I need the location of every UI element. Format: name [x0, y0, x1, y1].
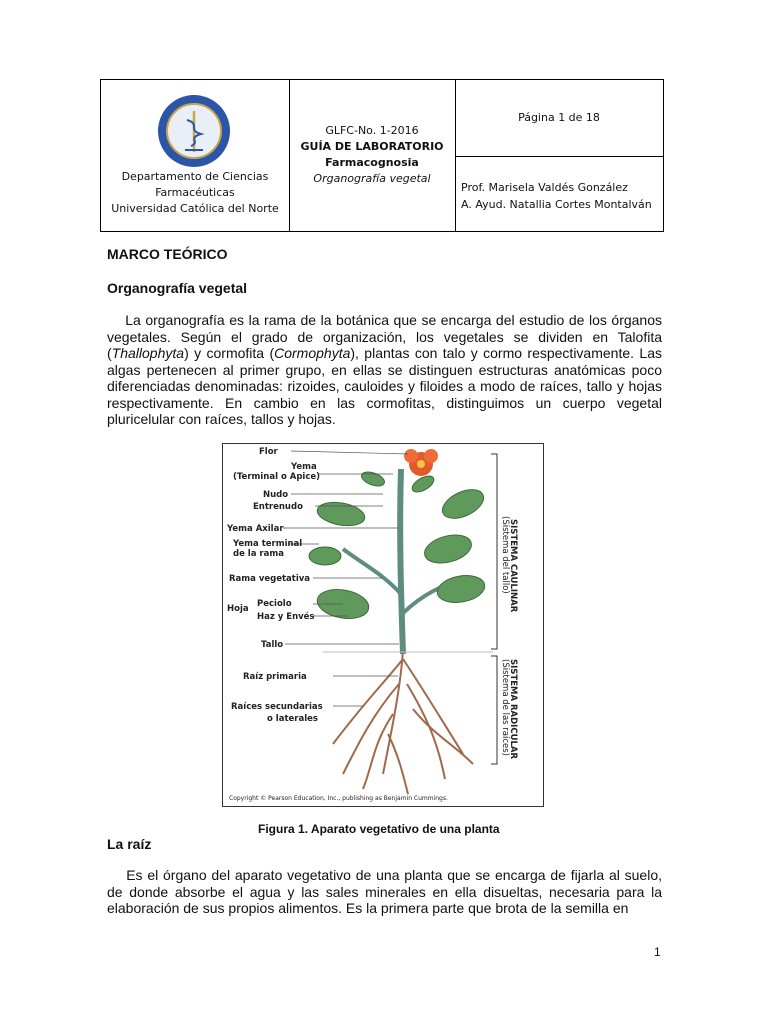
label-entrenudo: Entrenudo	[253, 502, 303, 512]
label-sistema-caulinar-sub: (Sistema del tallo)	[500, 516, 510, 594]
professor: Prof. Marisela Valdés González	[461, 181, 628, 194]
heading-la-raiz: La raíz	[107, 836, 152, 852]
roots-illustration	[333, 649, 473, 794]
page-info: Página 1 de 18	[455, 80, 663, 157]
label-sistema-radicular-sub: (Sistema de las raíces)	[500, 659, 510, 756]
department-line1: Departamento de Ciencias	[121, 170, 269, 183]
plant-figure	[222, 443, 544, 807]
label-yema-axilar: Yema Axilar	[227, 524, 284, 534]
paragraph-organografia: La organografía es la rama de la botánica que se encarga del estudio de los órganos vegetales. Según el grado de organización, los vegetales se dividen en Talofita (Thallophyta) y cormofita (Cormophyta), plantas con talo y cormo respectivamente. Las algas pertenecen al primer grupo, en ellas se distinguen estructuras anatómicas poco diferenciadas denominadas: rizoides, cauloides y filoides a modo de raíces, tallo y hojas respectivamente. En cambio en las cormofitas, distinguimos un cuerpo vegetal pluricelular con raíces, tallos y hojas.	[107, 312, 662, 427]
university-seal-icon	[157, 94, 231, 168]
label-peciolo: Peciolo	[257, 599, 292, 609]
university-name: Universidad Católica del Norte	[111, 202, 279, 215]
label-haz-enves: Haz y Envés	[257, 612, 315, 622]
label-tallo: Tallo	[261, 640, 284, 650]
label-raices-secundarias-2: o laterales	[267, 714, 318, 724]
subject: Farmacognosia	[325, 156, 419, 169]
flower-illustration	[404, 449, 438, 476]
label-yema-terminal: (Terminal o Apice)	[233, 472, 321, 482]
guide-title: GUÍA DE LABORATORIO	[300, 140, 444, 153]
label-hoja: Hoja	[227, 604, 249, 614]
department-line2: Farmacéuticas	[155, 186, 235, 199]
figure-caption: Figura 1. Aparato vegetativo de una planta	[258, 822, 500, 836]
label-nudo: Nudo	[263, 490, 289, 500]
label-yema-rama-2: de la rama	[233, 549, 284, 559]
label-raiz-primaria: Raíz primaria	[243, 672, 307, 682]
label-flor: Flor	[259, 447, 278, 457]
paragraph-raiz: Es el órgano del aparato vegetativo de una planta que se encarga de fijarla al suelo, de donde absorbe el agua y las sales minerales en ella disueltas, necesaria para la elaboración de sus propios alimentos. Es la primera parte que brota de la semilla en	[107, 867, 662, 916]
label-rama-vegetativa: Rama vegetativa	[229, 574, 311, 584]
assistant: A. Ayud. Natallia Cortes Montalván	[461, 198, 652, 211]
label-sistema-caulinar: SISTEMA CAULINAR	[508, 519, 518, 613]
page-number: 1	[654, 945, 661, 959]
label-sistema-radicular: SISTEMA RADICULAR	[508, 659, 518, 760]
header-info-cell	[455, 80, 663, 231]
label-yema-rama-1: Yema terminal	[233, 539, 303, 549]
heading-organografia: Organografía vegetal	[107, 280, 248, 296]
header-institution-cell	[101, 80, 290, 231]
label-yema: Yema	[291, 462, 317, 472]
header-guide-cell	[289, 80, 456, 231]
topic: Organografía vegetal	[313, 172, 431, 185]
label-raices-secundarias-1: Raíces secundarias	[231, 702, 323, 712]
figure-copyright: Copyright © Pearson Education, Inc., publishing as Benjamin Cummings.	[229, 795, 448, 802]
guide-code: GLFC-No. 1-2016	[325, 124, 419, 137]
header-table	[100, 79, 664, 232]
heading-marco-teorico: MARCO TEÓRICO	[107, 246, 228, 262]
